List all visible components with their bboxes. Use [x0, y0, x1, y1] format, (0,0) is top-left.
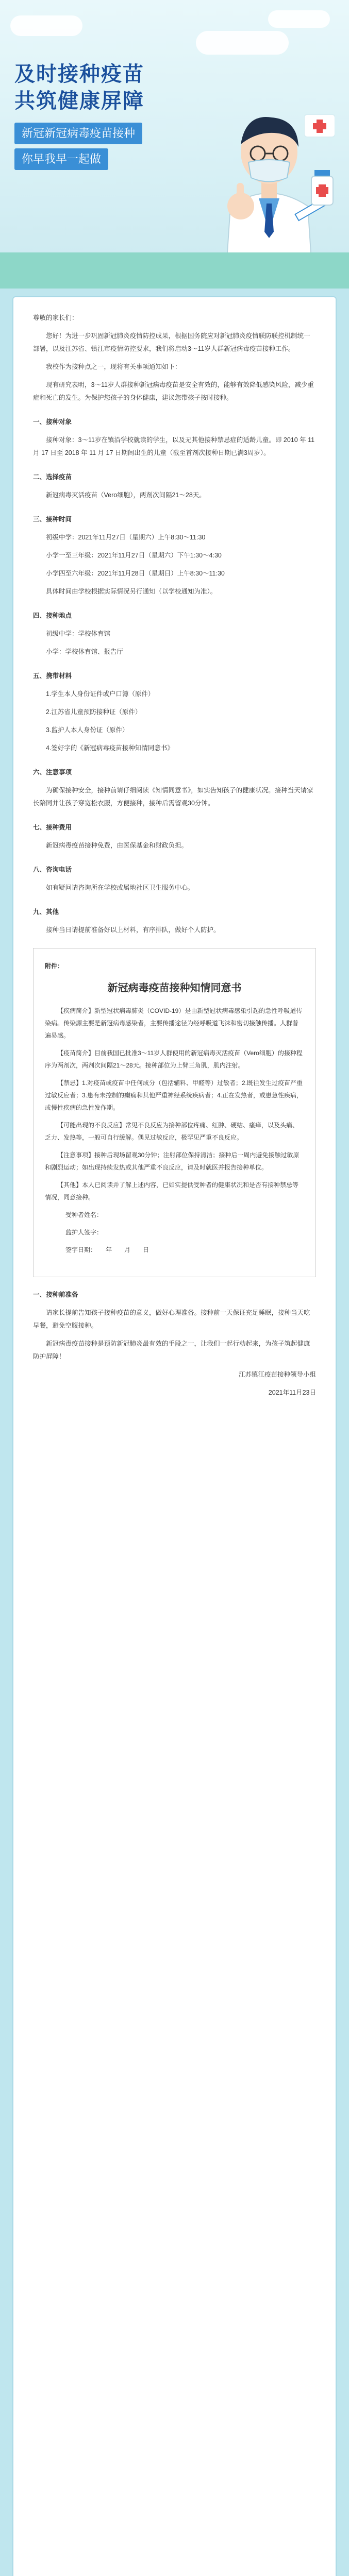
section-title: 九、其他: [33, 908, 59, 916]
consent-paragraph: 【疾病简介】新型冠状病毒肺炎（COVID-19）是由新型冠状病毒感染引起的急性呼吸道传染病。传染源主要是新冠病毒感染者，主要传播途径为经呼吸道飞沫和密切接触传播。人群普遍易感。: [45, 1007, 303, 1039]
cloud-decoration: [196, 31, 289, 55]
hero-banner: [0, 0, 349, 289]
section-title: 一、接种前准备: [33, 1291, 78, 1298]
issuer-signature: 江苏镇江疫苗接种领导小组: [238, 1371, 316, 1378]
material-item: 3.监护人本人身份证（原件）: [46, 726, 129, 734]
hero-title-line: 及时接种疫苗: [14, 63, 144, 86]
paragraph: 新冠病毒灭活疫苗（Vero细胞），两剂次间隔21～28天。: [46, 492, 206, 499]
greeting: 尊敬的家长们：: [33, 314, 78, 321]
section-title: 八、咨询电话: [33, 866, 72, 873]
hero-subtitle-line: 新冠新冠病毒疫苗接种: [14, 123, 142, 144]
material-item: 1.学生本人身份证件或户口簿（原件）: [46, 690, 155, 698]
medical-cross-icon: [304, 108, 335, 139]
material-item: 4.签好字的《新冠病毒疫苗接种知情同意书》: [46, 744, 174, 752]
attachment-label: 附件：: [45, 962, 64, 970]
paragraph: 我校作为接种点之一，现将有关事项通知如下：: [46, 363, 181, 370]
consent-paragraph: 【可能出现的不良反应】常见不良反应为接种部位疼痛、红肿、硬结、瘙痒，以及头痛、乏力、发热等，一般可自行缓解。偶见过敏反应，极罕见严重不良反应。: [45, 1122, 299, 1141]
section-title: 二、选择疫苗: [33, 473, 72, 481]
issue-date: 2021年11月23日: [268, 1389, 316, 1396]
hero-title: [14, 61, 144, 114]
section-title: 一、接种对象: [33, 418, 72, 426]
schedule-line: 小学四至六年级：2021年11月28日（星期日）上午8:30～11:30: [46, 570, 225, 577]
location-line: 初级中学：学校体育馆: [46, 630, 111, 637]
paragraph: 现有研究表明，3～11岁人群接种新冠病毒疫苗是安全有效的，能够有效降低感染风险，减少重症和死亡的发生。为保护您孩子的身体健康，建议您带孩子按时接种。: [33, 381, 314, 401]
hero-title-line: 共筑健康屏障: [14, 90, 144, 112]
paragraph: 如有疑问请咨询所在学校或属地社区卫生服务中心。: [46, 884, 194, 891]
cloud-decoration: [10, 15, 82, 36]
paragraph: 请家长提前告知孩子接种疫苗的意义，做好心理准备。接种前一天保证充足睡眠，接种当天吃早餐，避免空腹接种。: [33, 1309, 310, 1329]
consent-paragraph: 【疫苗简介】目前我国已批准3～11岁人群使用的新冠病毒灭活疫苗（Vero细胞）的接种程序为两剂次，两剂次间隔21～28天。接种部位为上臂三角肌，肌内注射。: [45, 1049, 303, 1069]
consent-form: [33, 948, 316, 1277]
paragraph: 新冠病毒疫苗接种免费，由医保基金和财政负担。: [46, 842, 188, 849]
schedule-line: 初级中学：2021年11月27日（星期六）上午8:30～11:30: [46, 534, 206, 541]
paragraph: 接种对象：3～11岁在镇沿学校就读的学生，以及无其他接种禁忌症的适龄儿童。即 2010 年 11 月 17 日至 2018 年 11 月 17 日期间出生的儿童（截至首剂次接种日期已满3周岁）。: [33, 436, 315, 456]
section-title: 六、注意事项: [33, 769, 72, 776]
cloud-decoration: [268, 10, 330, 28]
signature-field: 签字日期： 年 月 日: [65, 1246, 149, 1253]
hero-subtitle-line: 你早我早一起做: [14, 148, 108, 170]
paragraph: 为确保接种安全，接种前请仔细阅读《知情同意书》，如实告知孩子的健康状况。接种当天请家长陪同并让孩子穿宽松衣服，方便接种，接种后需留观30分钟。: [33, 787, 313, 807]
consent-paragraph: 【禁忌】1.对疫苗或疫苗中任何成分（包括辅料、甲醛等）过敏者；2.既往发生过疫苗严重过敏反应者；3.患有未控制的癫痫和其他严重神经系统疾病者；4.正在发热者，或患急性疾病，或慢性疾病的急性发作期。: [45, 1079, 303, 1111]
paragraph: 具体时间由学校根据实际情况另行通知（以学校通知为准）。: [46, 588, 217, 595]
consent-paragraph: 【注意事项】接种后现场留观30分钟；注射部位保持清洁；接种后一周内避免接触过敏原和剧烈运动；如出现持续发热或其他严重不良反应，请及时就医并报告接种单位。: [45, 1151, 300, 1171]
paragraph: 您好！为进一步巩固新冠肺炎疫情防控成果，根据国务院应对新冠肺炎疫情联防联控机制统一部署，以及江苏省、镇江市疫情防控要求，我们将启动3～11岁人群新冠病毒疫苗接种工作。: [33, 332, 310, 352]
section-title: 五、携带材料: [33, 672, 72, 680]
article-card: [12, 296, 337, 2576]
hero-ground-band: [0, 252, 349, 289]
hero-subtitle: [14, 123, 142, 174]
section-title: 三、接种时间: [33, 516, 72, 523]
material-item: 2.江苏省儿童预防接种证（原件）: [46, 708, 142, 716]
section-title: 四、接种地点: [33, 612, 72, 619]
location-line: 小学：学校体育馆、报告厅: [46, 648, 124, 655]
consent-paragraph: 【其他】本人已阅读并了解上述内容，已如实提供受种者的健康状况和是否有接种禁忌等情况，同意接种。: [45, 1181, 299, 1201]
medicine-bottle-icon: [309, 170, 335, 206]
consent-form-title: 新冠病毒疫苗接种知情同意书: [107, 981, 242, 994]
signature-field: 监护人签字：: [65, 1229, 103, 1236]
schedule-line: 小学一至三年级：2021年11月27日（星期六）下午1:30～4:30: [46, 552, 222, 559]
section-title: 七、接种费用: [33, 824, 72, 831]
signature-field: 受种者姓名：: [65, 1211, 103, 1218]
paragraph: 接种当日请提前准备好以上材料，有序排队，做好个人防护。: [46, 926, 220, 934]
closing-paragraph: 新冠病毒疫苗接种是预防新冠肺炎最有效的手段之一，让我们一起行动起来，为孩子筑起健康防护屏障！: [33, 1340, 310, 1360]
